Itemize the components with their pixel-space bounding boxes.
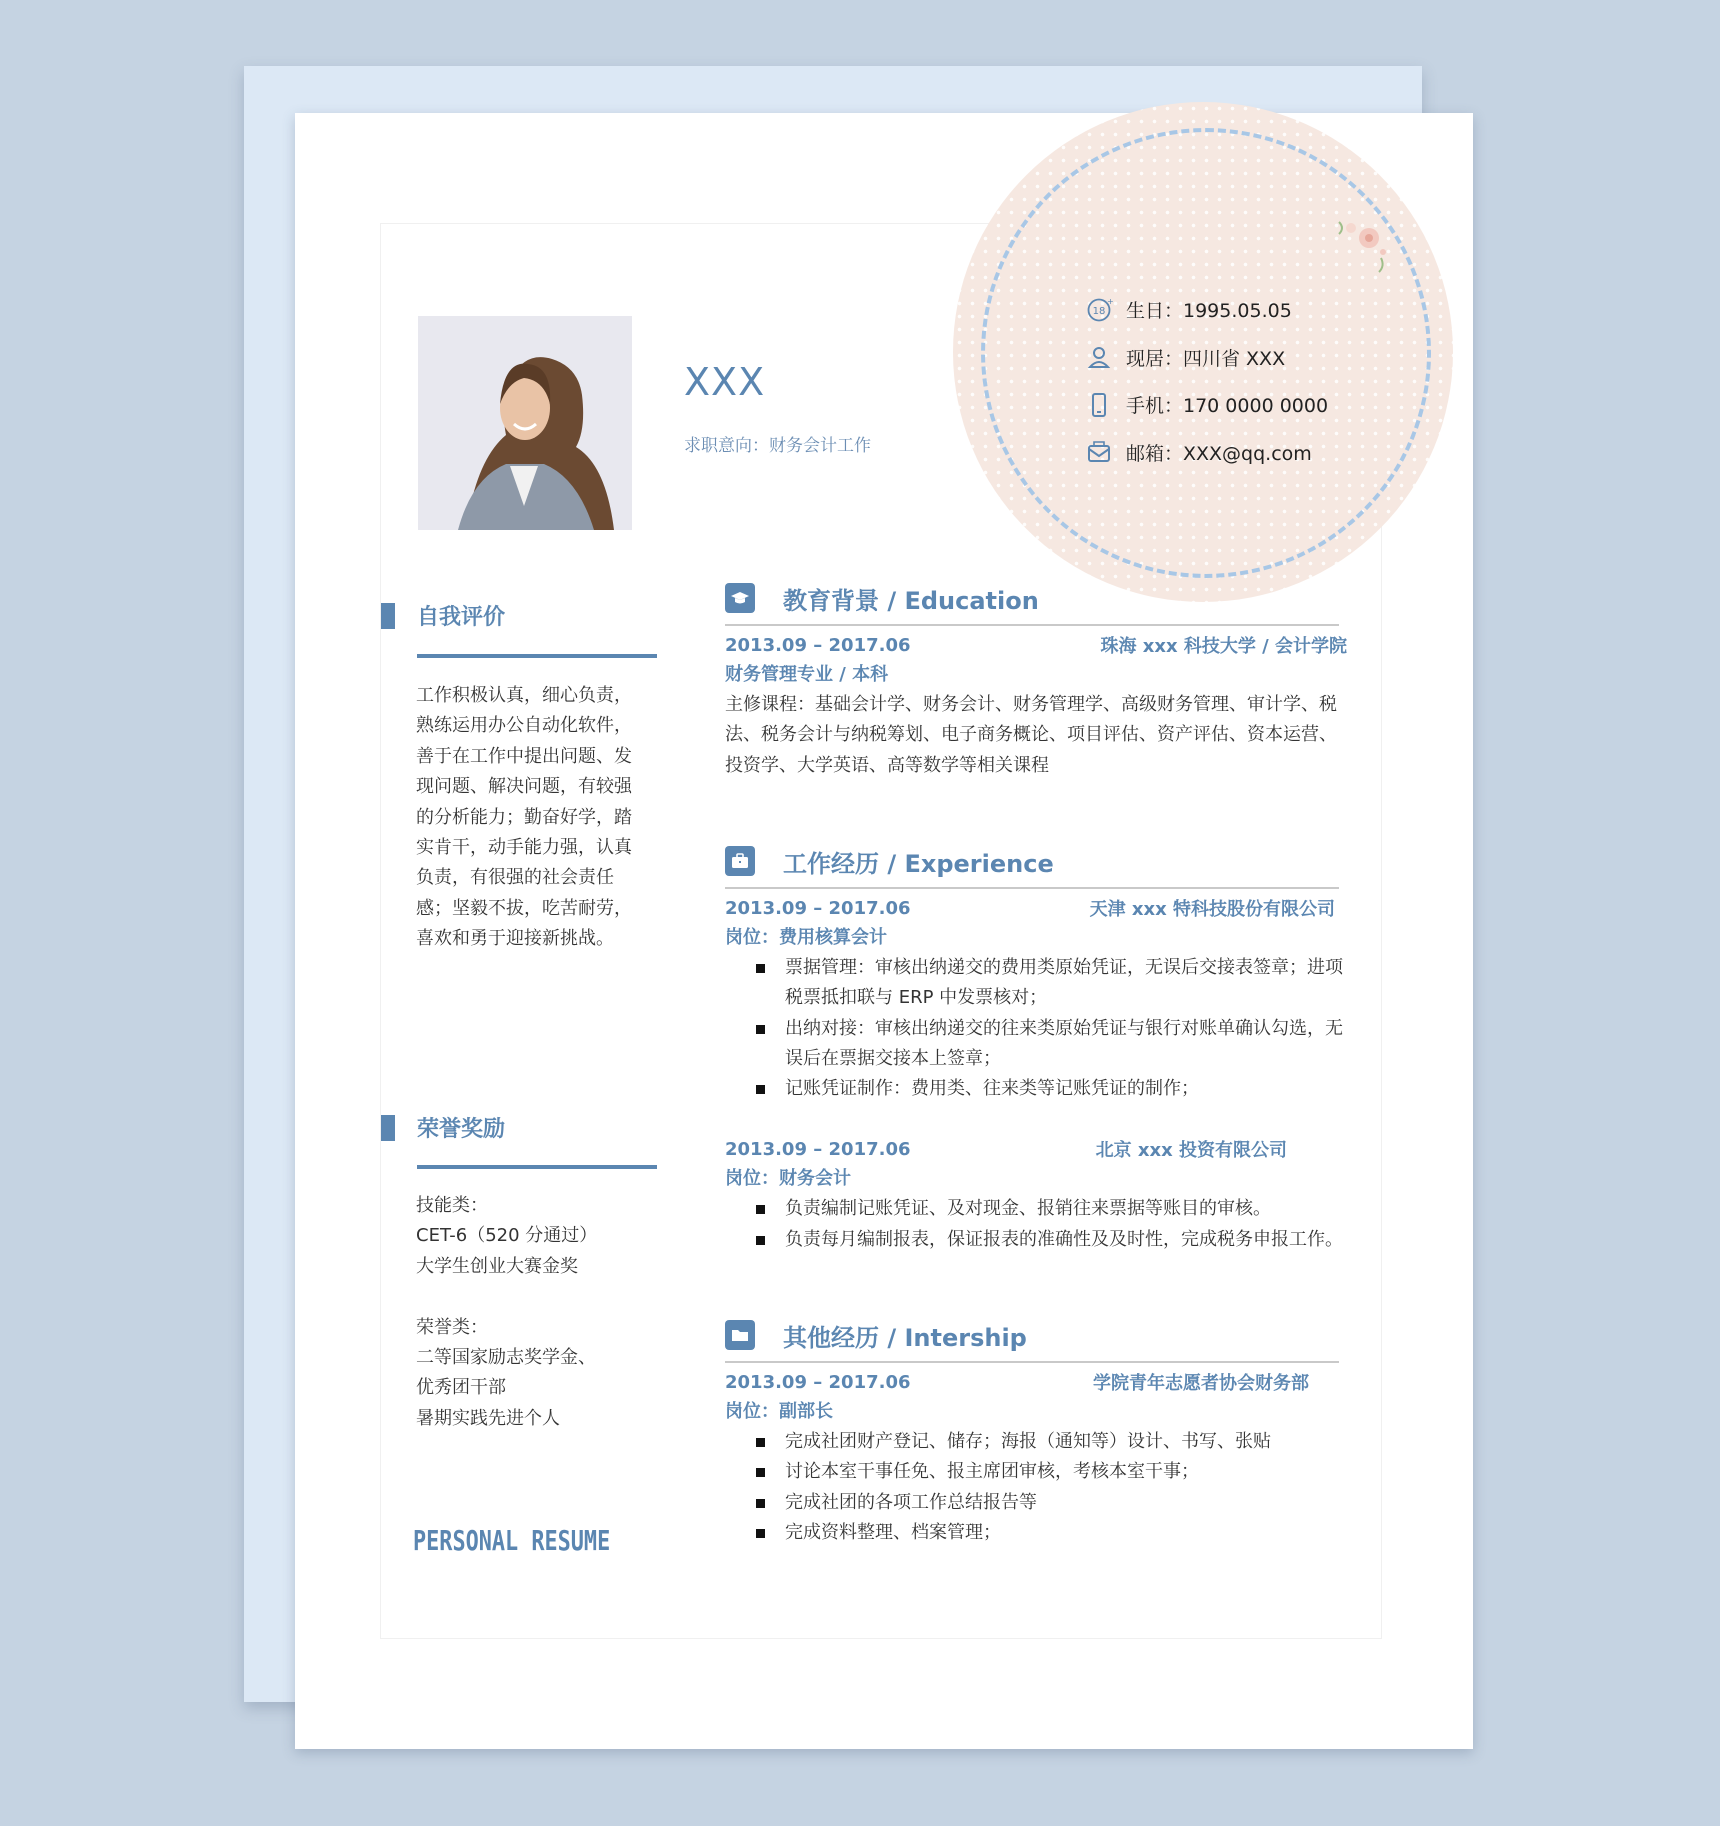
- section-bar: [381, 603, 395, 629]
- contact-birthday-text: 生日：1995.05.05: [1126, 300, 1292, 323]
- self-eval-line: 的分析能力；勤奋好学，踏: [416, 806, 632, 828]
- job-company: 天津 xxx 特科技股份有限公司: [1089, 899, 1335, 920]
- experience-rule: [725, 887, 1339, 889]
- contact-list: [1086, 286, 1328, 476]
- list-item: 记账凭证制作：费用类、往来类等记账凭证的制作；: [785, 1074, 1347, 1104]
- honors-line: 技能类：: [416, 1195, 488, 1216]
- age-18-icon: [1086, 297, 1112, 323]
- list-item: 出纳对接：审核出纳递交的往来类原始凭证与银行对账单确认勾选，无误后在票据交接本上签章；: [785, 1014, 1347, 1075]
- phone-icon: [1086, 392, 1112, 418]
- contact-location: [1086, 334, 1328, 382]
- list-item: 完成资料整理、档案管理；: [785, 1518, 1347, 1548]
- job-1: [725, 893, 1347, 1104]
- front-paper-sheet: [295, 113, 1473, 1749]
- section-bar: [381, 1115, 395, 1141]
- contact-phone-text: 手机：170 0000 0000: [1126, 395, 1329, 418]
- self-eval-line: 实肯干，动手能力强，认真: [416, 837, 632, 859]
- education-school: 珠海 xxx 科技大学 / 会计学院: [1100, 636, 1347, 657]
- job-date: 2013.09 – 2017.06: [725, 1138, 911, 1160]
- education-header: [725, 578, 1347, 618]
- honors-line: 暑期实践先进个人: [416, 1407, 560, 1429]
- self-eval-underline: [417, 654, 657, 658]
- job-intent: 求职意向：财务会计工作: [684, 436, 871, 456]
- graduation-cap-icon: [725, 583, 755, 613]
- honors-line: 二等国家励志奖学金、: [416, 1347, 596, 1369]
- self-eval-line: 感；坚毅不拔，吃苦耐劳，: [416, 897, 632, 919]
- internship-header: [725, 1315, 1347, 1355]
- honors-line: 优秀团干部: [416, 1377, 506, 1399]
- internship-duties: [725, 1427, 1347, 1548]
- list-item: 负责编制记账凭证、及对现金、报销往来票据等账目的审核。: [785, 1194, 1347, 1224]
- job-role: 岗位：费用核算会计: [725, 927, 887, 948]
- briefcase-icon: [725, 846, 755, 876]
- honors-line: CET-6（520 分通过）: [416, 1225, 598, 1247]
- list-item: 完成社团的各项工作总结报告等: [785, 1488, 1347, 1518]
- contact-birthday: [1086, 286, 1328, 334]
- honors-text: [416, 1191, 656, 1434]
- svg-text:18: 18: [1092, 305, 1106, 317]
- list-item: 讨论本室干事任免、报主席团审核，考核本室干事；: [785, 1457, 1347, 1487]
- job-duties: [725, 953, 1347, 1104]
- honors-title: [381, 1112, 505, 1143]
- svg-text:+: +: [1107, 296, 1114, 306]
- education-courses: 主修课程：基础会计学、财务会计、财务管理学、高级财务管理、审计学、税法、税务会计与纳税筹划、电子商务概论、项目评估、资产评估、资本运营、投资学、大学英语、高等数学等相关课程: [725, 694, 1337, 776]
- list-item: 负责每月编制报表，保证报表的准确性及及时性，完成税务申报工作。: [785, 1225, 1347, 1255]
- contact-phone: [1086, 381, 1328, 429]
- self-eval-title-text: 自我评价: [417, 605, 506, 630]
- experience-header: [725, 841, 1347, 881]
- self-eval-title: [381, 600, 505, 631]
- contact-email: [1086, 429, 1328, 477]
- education-rule: [725, 624, 1339, 626]
- location-pin-icon: [1086, 344, 1112, 370]
- self-eval-line: 喜欢和勇于迎接新挑战。: [416, 928, 614, 950]
- personal-resume-brand: PERSONAL RESUME: [413, 1524, 611, 1557]
- education-major: 财务管理专业 / 本科: [725, 664, 889, 685]
- contact-location-text: 现居：四川省 XXX: [1126, 347, 1286, 370]
- internship-date: 2013.09 – 2017.06: [725, 1371, 911, 1393]
- education-section: [725, 578, 1347, 781]
- self-eval-line: 善于在工作中提出问题、发: [416, 745, 632, 767]
- honors-title-text: 荣誉奖励: [417, 1117, 506, 1142]
- self-eval-text: [416, 681, 656, 955]
- mail-icon: [1086, 439, 1112, 465]
- job-duties: [725, 1194, 1347, 1255]
- resume-page: [380, 223, 1382, 1639]
- education-date: 2013.09 – 2017.06: [725, 634, 911, 656]
- job-row: [725, 893, 1335, 923]
- self-eval-line: 现问题、解决问题，有较强: [416, 776, 632, 798]
- list-item: 完成社团财产登记、储存；海报（通知等）设计、书写、张贴: [785, 1427, 1347, 1457]
- job-company: 北京 xxx 投资有限公司: [1095, 1140, 1287, 1162]
- honors-line: [416, 1282, 656, 1312]
- experience-section: [725, 841, 1347, 1255]
- education-row: [725, 630, 1347, 660]
- internship-rule: [725, 1361, 1339, 1363]
- internship-row: [725, 1367, 1309, 1397]
- job-2: [725, 1134, 1347, 1255]
- internship-title: 其他经历 / Intership: [783, 1323, 1027, 1352]
- contact-email-text: 邮箱：XXX@qq.com: [1126, 442, 1312, 465]
- education-title: 教育背景 / Education: [783, 586, 1039, 615]
- folder-icon: [725, 1320, 755, 1350]
- self-eval-line: 工作积极认真，细心负责，: [416, 685, 632, 706]
- job-date: 2013.09 – 2017.06: [725, 897, 911, 919]
- self-eval-line: 负责，有很强的社会责任: [416, 867, 614, 889]
- candidate-name: XXX: [684, 360, 766, 404]
- self-eval-line: 熟练运用办公自动化软件，: [416, 715, 632, 737]
- flower-decoration-icon: [1327, 218, 1389, 288]
- internship-section: [725, 1315, 1347, 1548]
- honors-line: 大学生创业大赛金奖: [416, 1255, 578, 1277]
- internship-role: 岗位：副部长: [725, 1401, 833, 1422]
- experience-title: 工作经历 / Experience: [783, 849, 1054, 878]
- job-role: 岗位：财务会计: [725, 1168, 851, 1190]
- honors-line: 荣誉类：: [416, 1316, 488, 1338]
- job-row: [725, 1134, 1287, 1164]
- honors-underline: [417, 1165, 657, 1169]
- list-item: 票据管理：审核出纳递交的费用类原始凭证，无误后交接表签章；进项税票抵扣联与 ERP 中发票核对；: [785, 953, 1347, 1014]
- avatar: [418, 316, 632, 530]
- internship-org: 学院青年志愿者协会财务部: [1093, 1373, 1309, 1394]
